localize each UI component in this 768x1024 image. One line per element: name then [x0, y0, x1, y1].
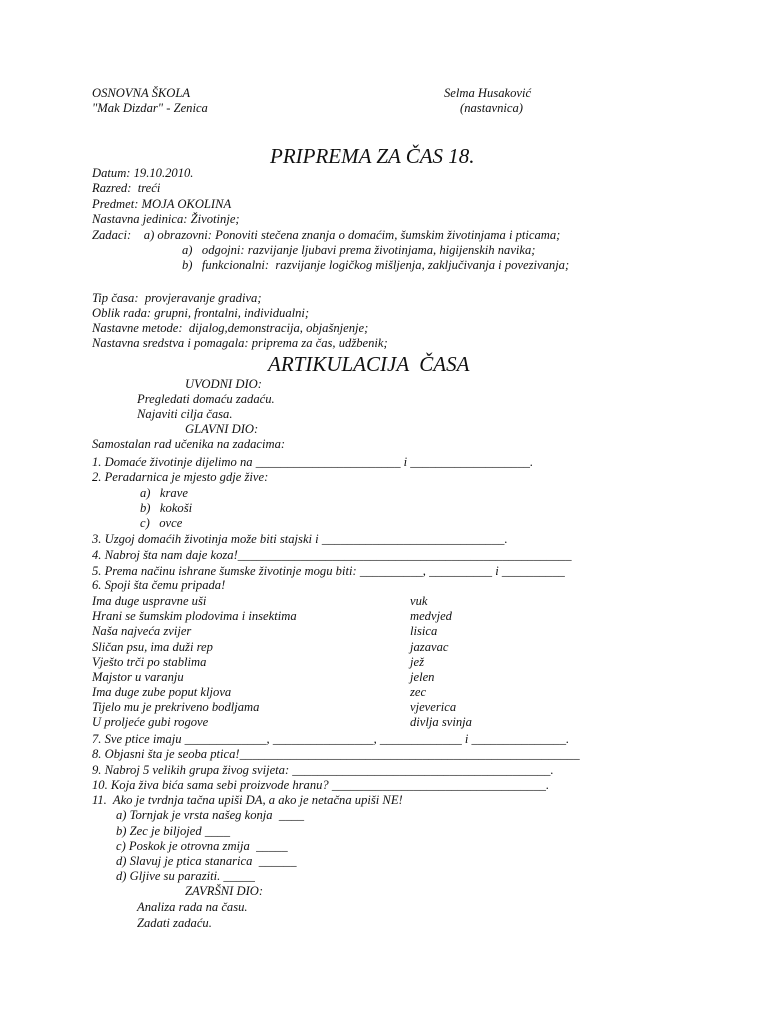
end-item-2: Zadati zadaću. — [137, 916, 212, 930]
match-left: Naša najveća zvijer — [92, 624, 192, 638]
info-subject: Predmet: MOJA OKOLINA — [92, 197, 232, 211]
intro-heading: UVODNI DIO: — [185, 377, 262, 391]
question-7: 7. Sve ptice imaju _____________, ________________, _____________ i _______________. — [92, 732, 570, 746]
question-11-item: a) Tornjak je vrsta našeg konja ____ — [116, 808, 305, 822]
info-unit: Nastavna jedinica: Životinje; — [92, 212, 240, 226]
match-left: Hrani se šumskim plodovima i insektima — [92, 609, 297, 623]
question-4: 4. Nabroj šta nam daje koza!_____________________________________________________ — [92, 548, 572, 562]
match-right: vuk — [410, 594, 428, 608]
info-date: Datum: 19.10.2010. — [92, 166, 194, 180]
question-11-item: b) Zec je biljojed ____ — [116, 824, 231, 838]
intro-item-2: Najaviti cilja časa. — [137, 407, 233, 421]
page-title: PRIPREMA ZA ČAS 18. — [270, 144, 475, 168]
question-5: 5. Prema načinu ishrane šumske životinje mogu biti: __________, __________ i __________ — [92, 564, 565, 578]
info-materials: Nastavna sredstva i pomagala: priprema za čas, udžbenik; — [92, 336, 388, 350]
match-left: Sličan psu, ima duži rep — [92, 640, 213, 654]
match-right: jelen — [410, 670, 435, 684]
end-item-1: Analiza rada na času. — [137, 900, 248, 914]
match-left: U proljeće gubi rogove — [92, 715, 209, 729]
articulation-heading: ARTIKULACIJA ČASA — [268, 352, 470, 376]
question-10: 10. Koja živa bića sama sebi proizvode hranu? __________________________________. — [92, 778, 550, 792]
question-2: 2. Peradarnica je mjesto gdje žive: — [92, 470, 269, 484]
match-right: vjeverica — [410, 700, 457, 714]
main-intro: Samostalan rad učenika na zadacima: — [92, 437, 286, 451]
info-grade: Razred: treći — [92, 181, 161, 195]
info-goals-a: Zadaci: a) obrazovni: Ponoviti stečena znanja o domaćim, šumskim životinjama i pticama; — [92, 228, 561, 242]
question-1: 1. Domaće životinje dijelimo na _______________________ i ___________________. — [92, 455, 534, 469]
info-goals-c: b) funkcionalni: razvijanje logičkog mišljenja, zaključivanja i povezivanja; — [182, 258, 570, 272]
match-right: divlja svinja — [410, 715, 472, 729]
match-left: Majstor u varanju — [92, 670, 184, 684]
match-left: Ima duge uspravne uši — [92, 594, 207, 608]
question-9: 9. Nabroj 5 velikih grupa živog svijeta: _________________________________________. — [92, 763, 554, 777]
school-label: OSNOVNA ŠKOLA — [92, 86, 191, 100]
info-lesson-type: Tip časa: provjeravanje gradiva; — [92, 291, 262, 305]
match-right: lisica — [410, 624, 438, 638]
match-left: Ima duge zube poput kljova — [92, 685, 232, 699]
question-11-item: d) Gljive su paraziti. _____ — [116, 869, 255, 883]
question-11-item: c) Poskok je otrovna zmija _____ — [116, 839, 288, 853]
question-11: 11. Ako je tvrdnja tačna upiši DA, a ako je netačna upiši NE! — [92, 793, 403, 807]
question-6: 6. Spoji šta čemu pripada! — [92, 578, 226, 592]
question-8: 8. Objasni šta je seoba ptica!______________________________________________________ — [92, 747, 580, 761]
intro-item-1: Pregledati domaću zadaću. — [137, 392, 275, 406]
match-right: jež — [410, 655, 424, 669]
match-right: medvjed — [410, 609, 452, 623]
question-2-option: b) kokoši — [140, 501, 193, 515]
info-work-form: Oblik rada: grupni, frontalni, individualni; — [92, 306, 310, 320]
teacher-role: (nastavnica) — [460, 101, 523, 115]
question-3: 3. Uzgoj domaćih životinja može biti stajski i _____________________________. — [92, 532, 508, 546]
end-heading: ZAVRŠNI DIO: — [185, 884, 264, 898]
info-goals-b: a) odgojni: razvijanje ljubavi prema životinjama, higijenskih navika; — [182, 243, 536, 257]
match-left: Tijelo mu je prekriveno bodljama — [92, 700, 260, 714]
question-2-option: c) ovce — [140, 516, 183, 530]
match-right: jazavac — [410, 640, 449, 654]
match-left: Vješto trči po stablima — [92, 655, 207, 669]
question-2-option: a) krave — [140, 486, 188, 500]
info-methods: Nastavne metode: dijalog,demonstracija, objašnjenje; — [92, 321, 369, 335]
match-right: zec — [410, 685, 427, 699]
school-name: "Mak Dizdar" - Zenica — [92, 101, 208, 115]
teacher-name: Selma Husaković — [444, 86, 532, 100]
main-heading: GLAVNI DIO: — [185, 422, 259, 436]
question-11-item: d) Slavuj je ptica stanarica ______ — [116, 854, 297, 868]
